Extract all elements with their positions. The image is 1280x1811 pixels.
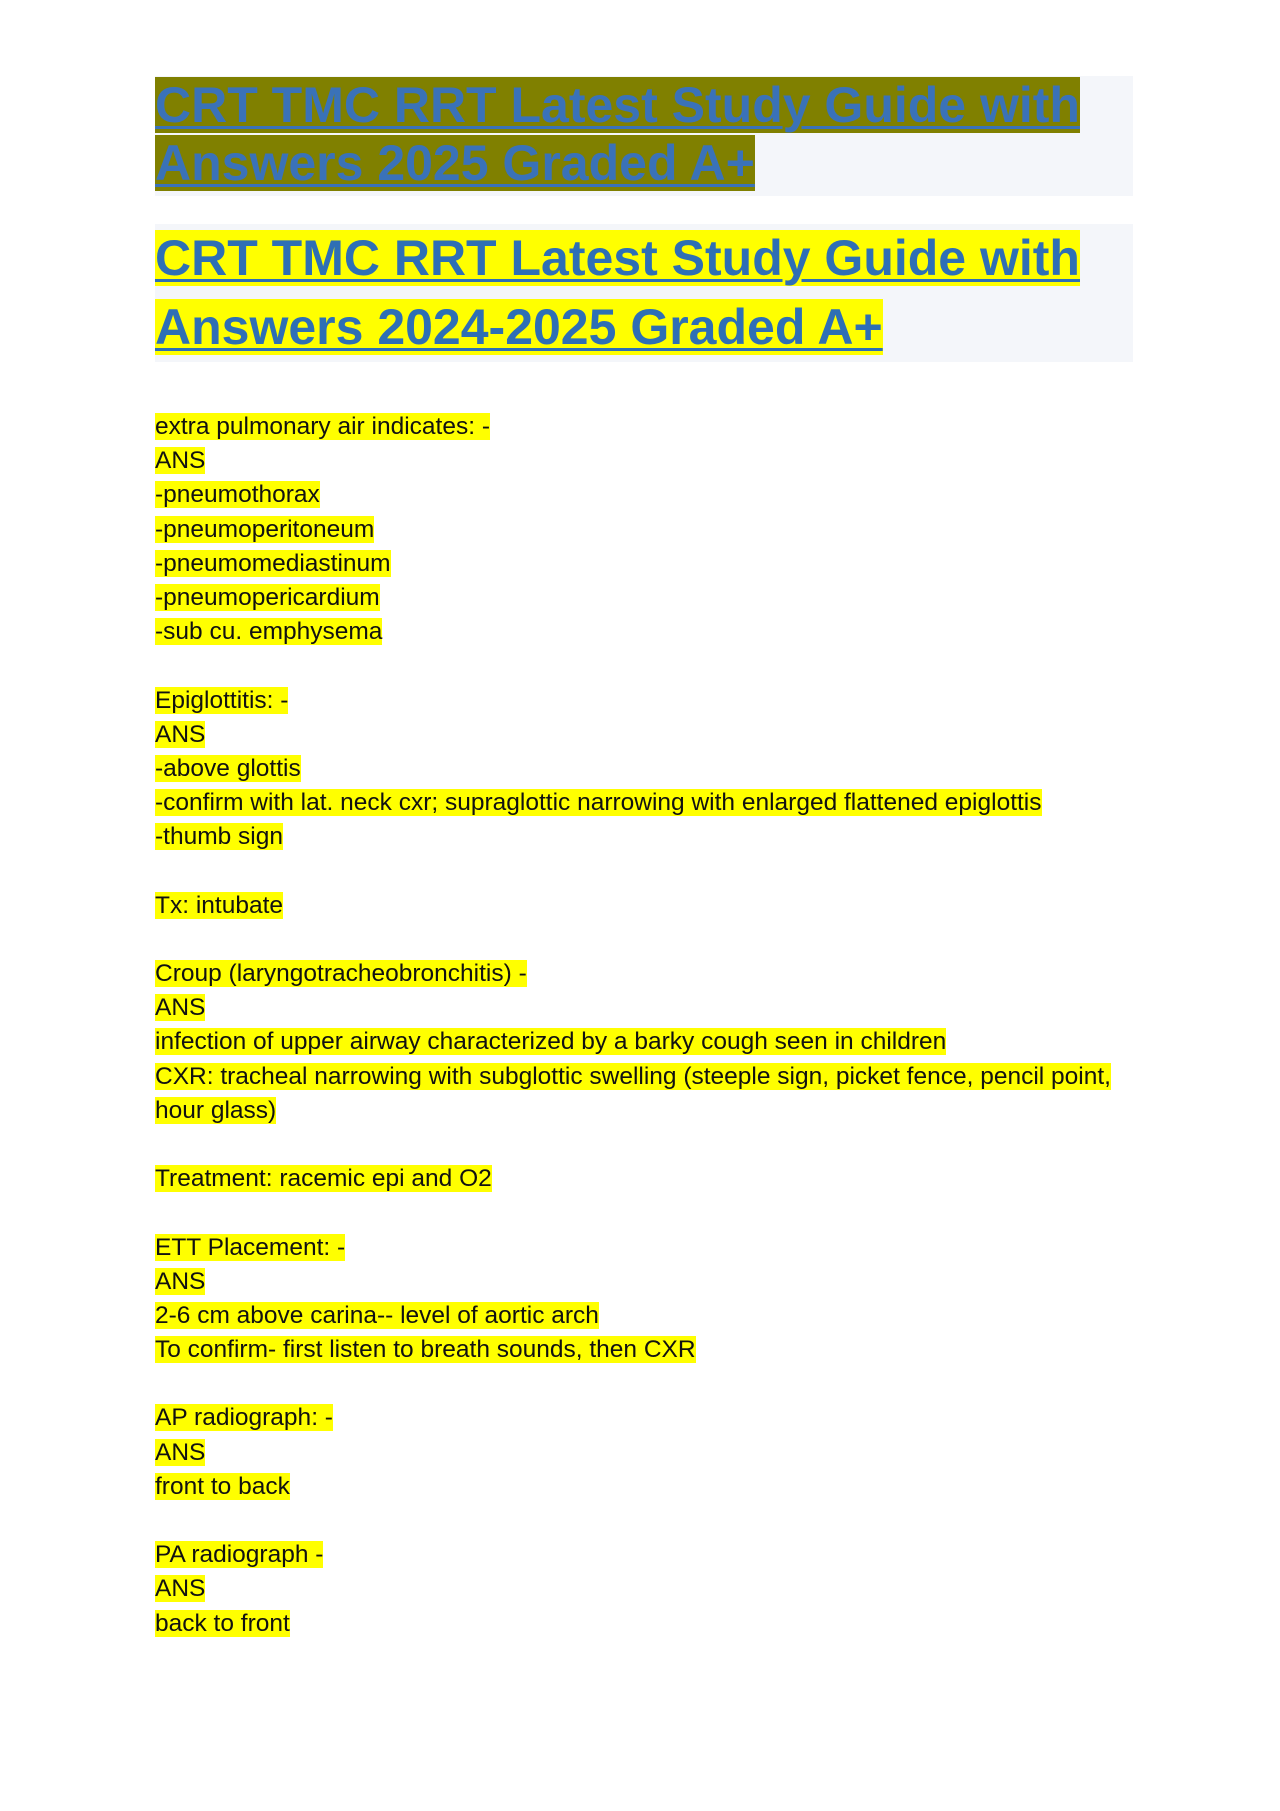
- card-extra-note: Treatment: racemic epi and O2: [155, 1165, 492, 1193]
- card-answer-line: -above glottis: [155, 754, 301, 782]
- card-ans-label: ANS: [155, 1267, 206, 1295]
- card-ans-label: ANS: [155, 447, 206, 475]
- title-heading-1[interactable]: [155, 76, 1133, 192]
- title-heading-1-text[interactable]: CRT TMC RRT Latest Study Guide with Answers 2025 Graded A+: [155, 77, 1080, 191]
- card-answer-line: -pneumomediastinum: [155, 549, 391, 577]
- card-ans-label: ANS: [155, 994, 206, 1022]
- card-answer-line: -pneumoperitoneum: [155, 515, 375, 543]
- title-banner-1: [155, 76, 1133, 196]
- card-question: Epiglottitis: -: [155, 686, 289, 714]
- card-question: AP radiograph: -: [155, 1404, 333, 1432]
- spacer: [155, 649, 1115, 683]
- card-extra-note: Tx: intubate: [155, 891, 284, 919]
- card-question: ETT Placement: -: [155, 1233, 346, 1261]
- spacer: [155, 1196, 1115, 1230]
- study-notes: [155, 410, 1115, 1641]
- spacer: [155, 1504, 1115, 1538]
- card-answer-line: -thumb sign: [155, 823, 284, 851]
- card-answer-line: To confirm- first listen to breath sounds, then CXR: [155, 1336, 696, 1364]
- card-answer-line: back to front: [155, 1609, 290, 1637]
- card-question: Croup (laryngotracheobronchitis) -: [155, 960, 527, 987]
- card-ans-label: ANS: [155, 720, 206, 748]
- card-answer-line: infection of upper airway characterized by a barky cough seen in children: [155, 1028, 947, 1056]
- title-banner-2: [155, 224, 1133, 362]
- title-heading-2-text[interactable]: CRT TMC RRT Latest Study Guide with Answers 2024-2025 Graded A+: [155, 230, 1080, 355]
- spacer: [155, 854, 1115, 888]
- card-answer-line: 2-6 cm above carina-- level of aortic arch: [155, 1301, 599, 1329]
- spacer: [155, 1367, 1115, 1401]
- card-answer-line: -confirm with lat. neck cxr; supraglottic narrowing with enlarged flattened epiglottis: [155, 789, 1042, 817]
- card-answer-line: CXR: tracheal narrowing with subglottic swelling (steeple sign, picket fence, pencil point, hour glass): [155, 1062, 1111, 1124]
- card-question: extra pulmonary air indicates: -: [155, 413, 490, 440]
- card-answer-line: -sub cu. emphysema: [155, 618, 383, 646]
- spacer: [155, 1128, 1115, 1162]
- title-heading-2[interactable]: [155, 224, 1133, 362]
- card-answer-line: -pneumothorax: [155, 481, 320, 509]
- card-ans-label: ANS: [155, 1575, 206, 1603]
- card-question: PA radiograph -: [155, 1541, 324, 1569]
- card-ans-label: ANS: [155, 1438, 206, 1466]
- card-answer-line: front to back: [155, 1472, 290, 1500]
- spacer: [155, 923, 1115, 957]
- card-answer-line: -pneumopericardium: [155, 583, 380, 611]
